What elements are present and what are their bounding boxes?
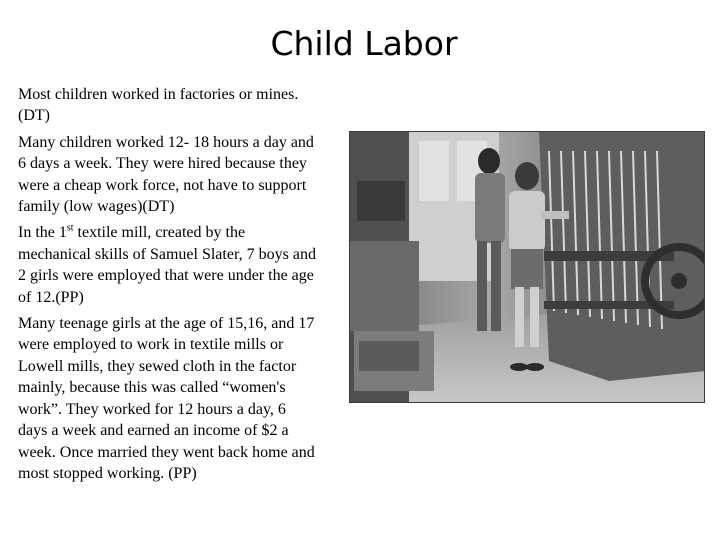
bullet-list xyxy=(18,84,318,489)
bullet-first-mill-pre: In the 1 xyxy=(18,224,67,242)
mill-photo xyxy=(349,131,705,403)
bullet-first-mill-post: textile mill, created by the mechanical skills of Samuel Slater, 7 boys and 2 girls were employed that were under the age of 12.(PP) xyxy=(18,224,316,306)
bullet-hours: Many children worked 12- 18 hours a day and 6 days a week. They were hired because they were a cheap work force, not have to support family (low wages)(DT) xyxy=(18,133,314,216)
bullet-first-mill xyxy=(18,222,318,308)
bullet-factories: Most children worked in factories or mines. (DT) xyxy=(18,86,299,125)
mill-photo-image xyxy=(349,131,705,403)
bullet-teenage-girls: Many teenage girls at the age of 15,16, and 17 were employed to work in textile mills or Lowell mills, they sewed cloth in the factor mainly, because this was called “women's work”. They worked for 12 hours a day, 6 days a week and earned an income of $2 a week. Once married they went back home and most stopped working. (PP) xyxy=(18,315,315,482)
slide-title: Child Labor xyxy=(270,24,458,63)
bullet-first-mill-sup: st xyxy=(66,223,74,235)
